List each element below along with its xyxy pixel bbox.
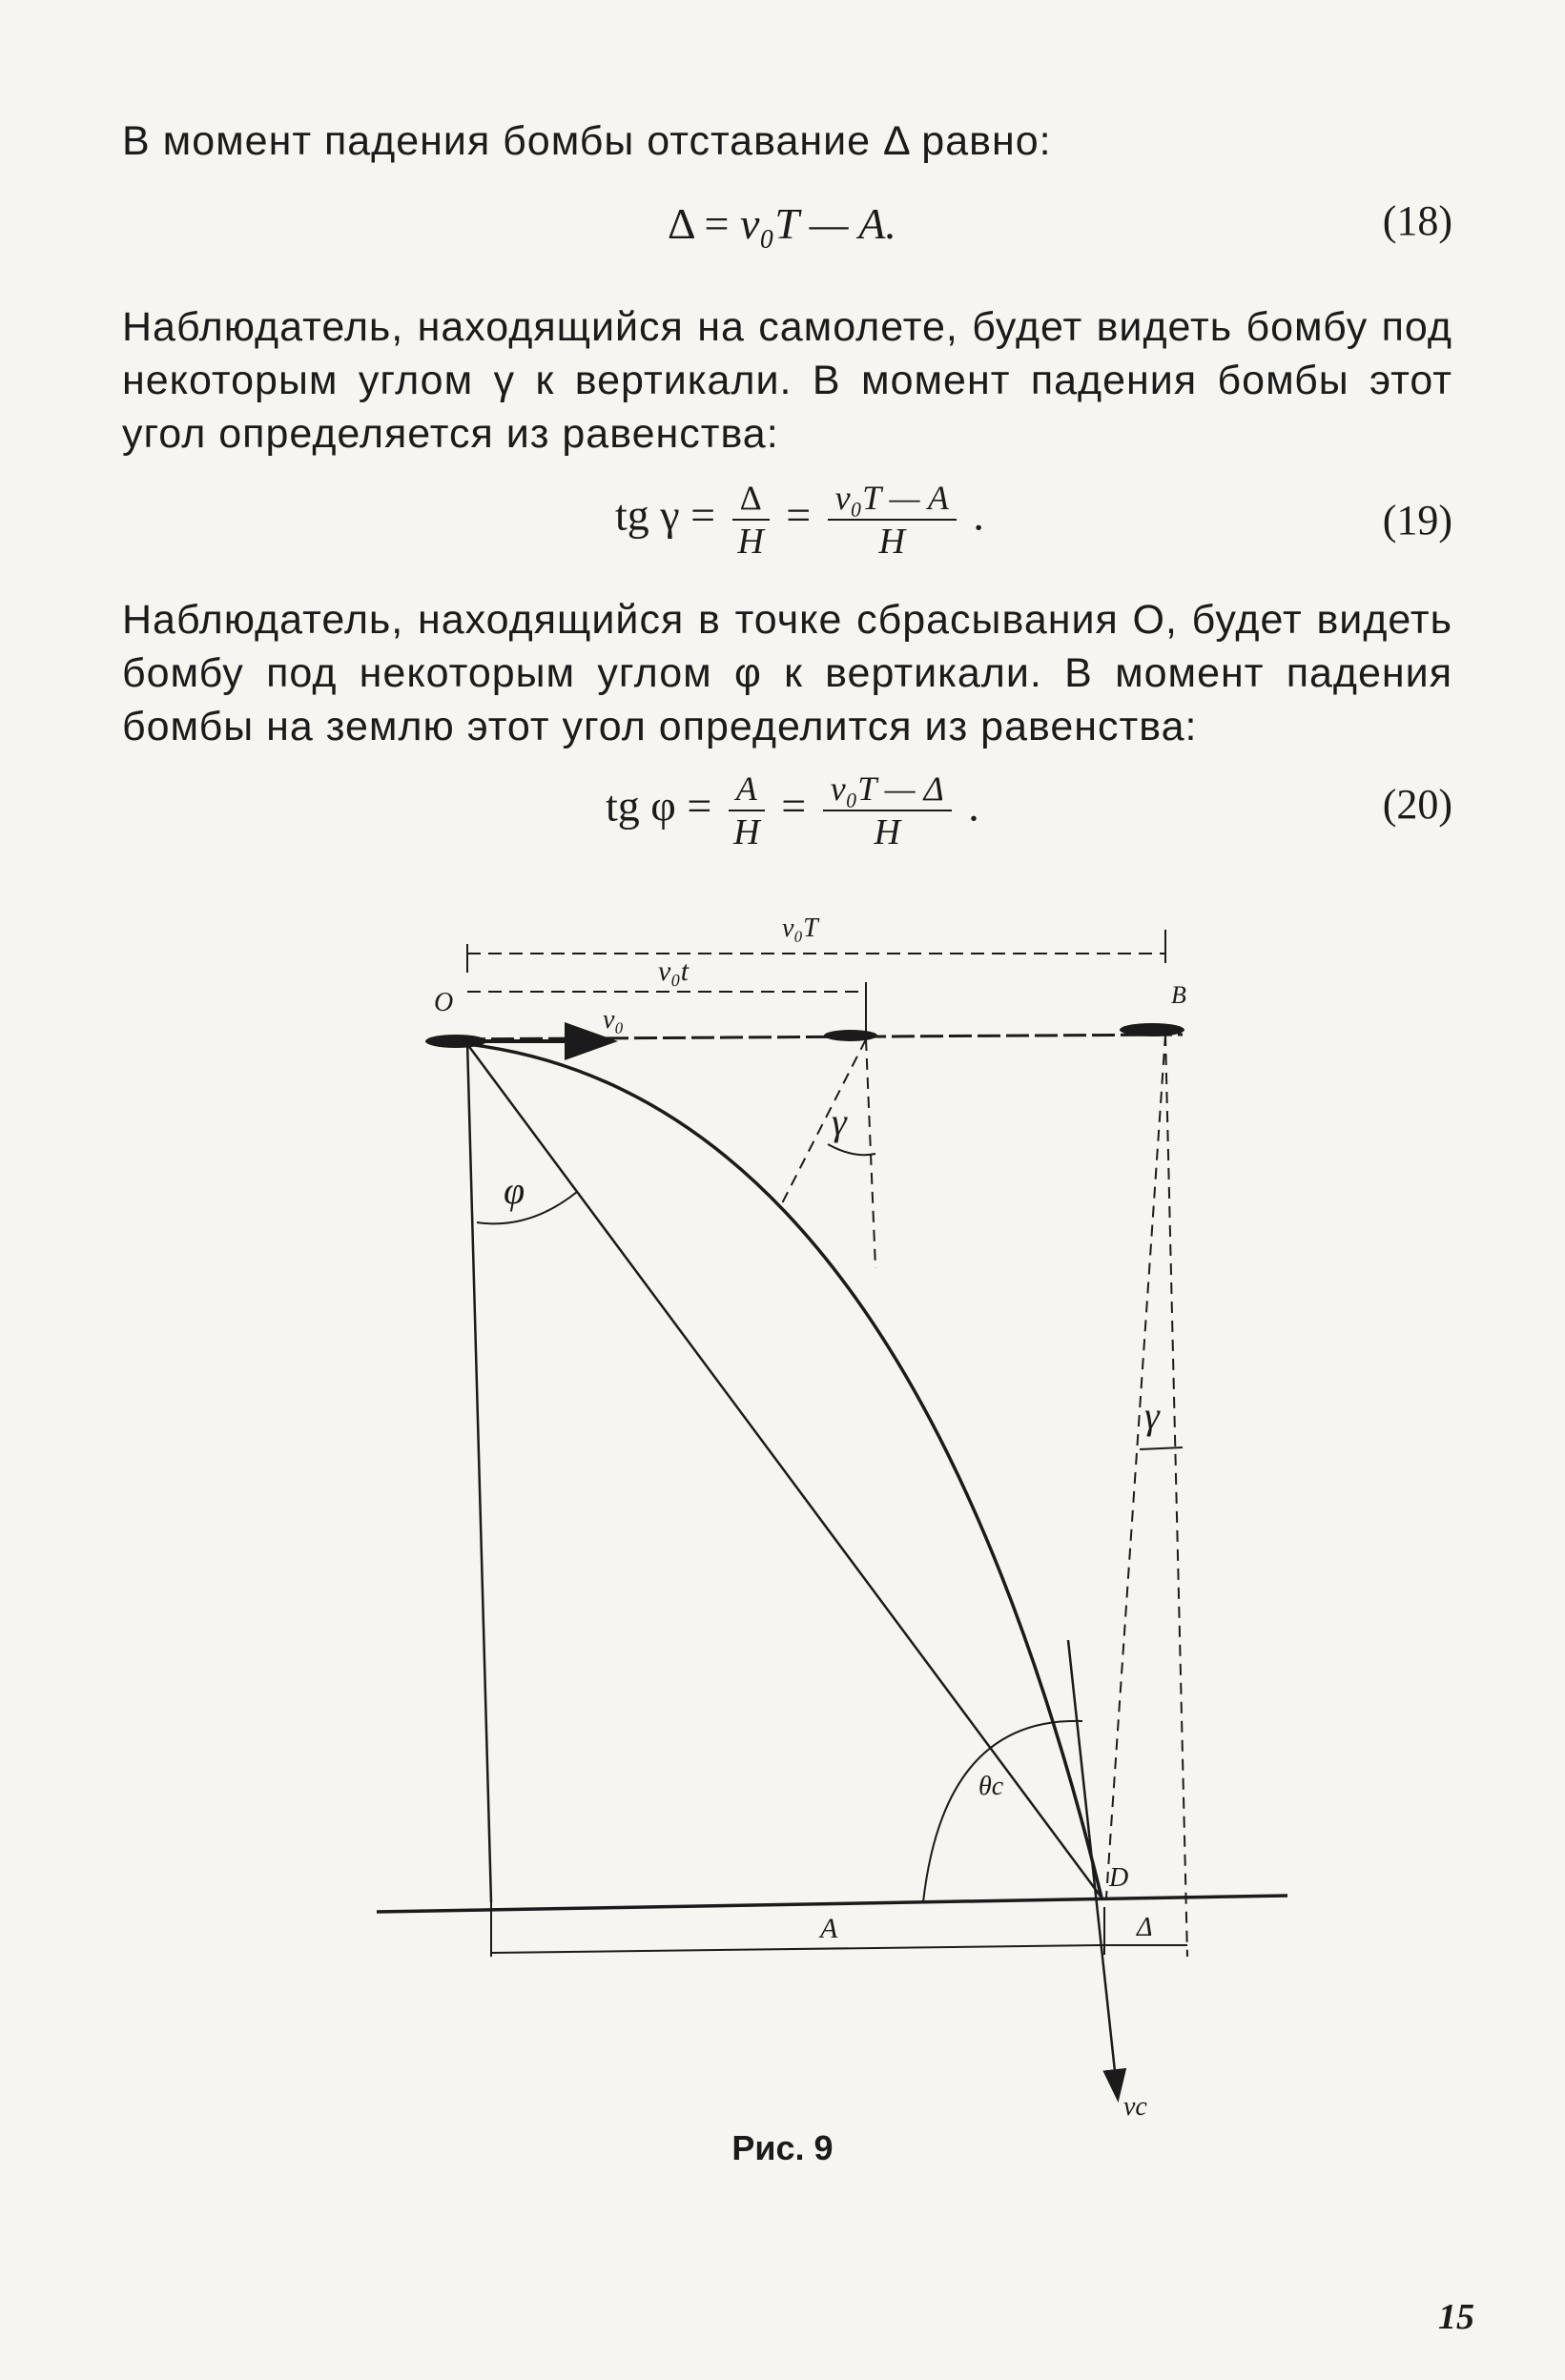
label-v0T: v₀T [782,913,818,943]
label-gamma-right: γ [1144,1394,1160,1437]
label-A: A [820,1913,838,1944]
label-v0: v₀ [603,1005,625,1035]
equation-18-number: (18) [1382,197,1452,244]
paragraph-3: Наблюдатель, находящийся в точке сбрасывания О, будет видеть бомбу под некоторым углом φ к вертикали. В момент падения бомбы на землю этот угол определится из равенства: [122,597,1452,749]
equation-19-number: (19) [1382,497,1452,544]
vertical-B [1165,1035,1187,1957]
equation-19: tg γ = $\frac{\Delta}{H}$ = $\frac{\text{v₀T — A}}{H}$ . [615,479,984,562]
flight-line [434,1035,1183,1039]
paragraph-2: Наблюдатель, находящийся на самолете, будет видеть бомбу под некоторым углом γ к вертикали. В момент падения бомбы этот угол определяется из равенства: [122,304,1452,457]
label-gamma-top: γ [832,1100,847,1143]
label-v0t: v₀t [658,955,690,987]
equation-20: tg φ = $\frac{A}{H}$ = $\frac{\text{v₀T — Δ}}{H}$ . [606,769,979,852]
sight-line-B-D [1106,1035,1165,1898]
label-theta: θc [978,1772,1004,1801]
eq18-rhs: v₀T — A. [740,199,896,248]
label-D: D [1109,1863,1129,1893]
equation-18: Δ = v₀T — A. [668,199,896,248]
eq20-frac2-den: H [874,812,900,852]
eq20-lhs: tg φ [606,781,676,831]
label-phi: φ [504,1169,525,1212]
phi-arc [477,1192,577,1223]
eq20-frac1-num: A [729,768,765,811]
aircraft-mid [824,1030,877,1041]
eq18-lhs: Δ [668,199,694,248]
paragraph-1: В момент падения бомбы отставание Δ равно: [122,118,1052,164]
aircraft-B [1120,1023,1184,1036]
eq19-frac1-den: H [737,522,764,562]
ground-line [377,1896,1287,1912]
dim-line-A [491,1945,1102,1953]
eq19-frac2-num: v₀T — A [828,477,957,521]
page-number: 15 [1438,2297,1474,2337]
label-vc: vc [1123,2092,1147,2122]
label-O: O [434,988,454,1017]
eq19-frac1-num: Δ [732,477,770,521]
eq19-frac2-den: H [878,522,905,562]
label-B: B [1171,981,1186,1009]
theta-arc [923,1721,1082,1902]
figure-caption: Рис. 9 [731,2128,834,2167]
eq20-frac1-den: H [733,812,760,852]
equation-20-number: (20) [1382,781,1452,828]
label-delta: Δ [1137,1913,1153,1942]
vertical-O [467,1041,491,1902]
eq20-frac2-num: v₀T — Δ [823,768,952,811]
sight-line-O-D [467,1044,1102,1898]
eq19-lhs: tg γ [615,490,680,540]
